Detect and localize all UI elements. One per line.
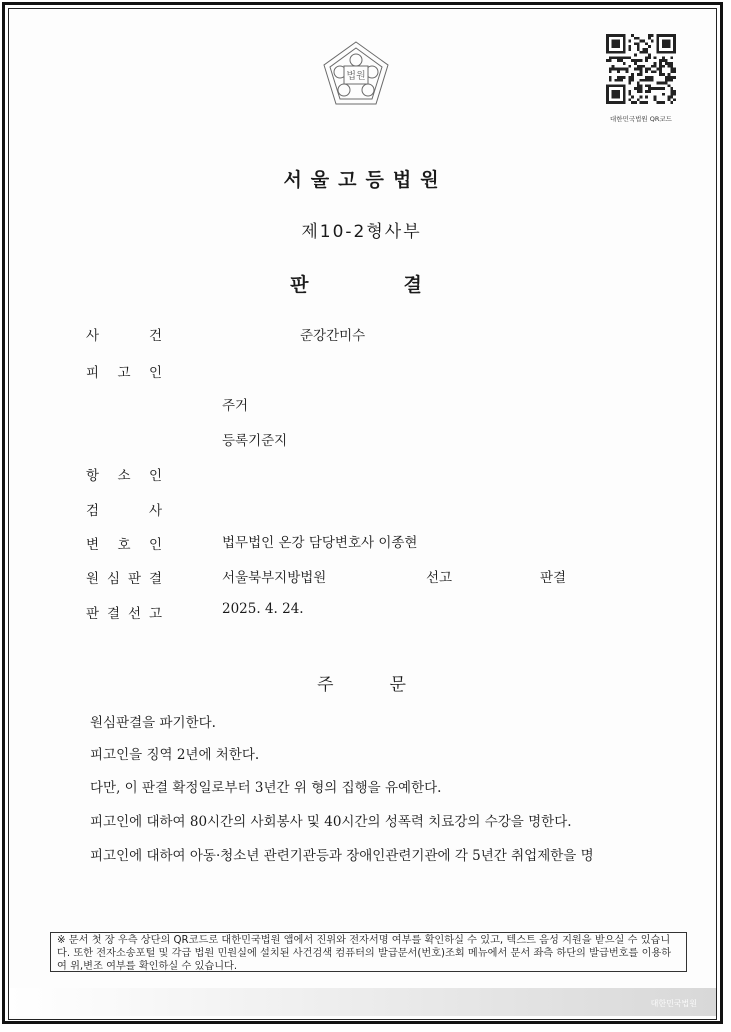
footer-band: [9, 988, 716, 1016]
label-counsel: 변 호 인: [86, 537, 162, 553]
value-original-court: 서울북부지방법원: [222, 570, 327, 586]
label-case: 사 건: [86, 328, 162, 344]
qr-code-icon[interactable]: [606, 34, 676, 104]
label-defendant: 피 고 인: [86, 365, 162, 381]
order-line-5: 피고인에 대하여 아동·청소년 관련기관등과 장애인관련기관에 각 5년간 취업제한을 명: [90, 848, 594, 864]
emblem-text: 법원: [346, 71, 366, 82]
label-original-judgment: 원 심 판 결: [86, 571, 162, 587]
court-emblem: [320, 38, 392, 110]
value-judgment: 판결: [540, 570, 567, 586]
value-counsel: 법무법인 온강 담당변호사 이종현: [222, 535, 418, 551]
order-line-4: 피고인에 대하여 80시간의 사회봉사 및 40시간의 성폭력 치료강의 수강을 명한다.: [90, 814, 572, 830]
footer-watermark: 대한민국법원: [650, 999, 697, 1008]
order-line-3: 다만, 이 판결 확정일로부터 3년간 위 형의 집행을 유예한다.: [90, 780, 442, 796]
value-case: 준강간미수: [300, 328, 366, 344]
label-sentencing-date: 판 결 선 고: [86, 606, 162, 622]
label-registered-base: 등록기준지: [222, 433, 288, 449]
value-sentenced: 선고: [426, 570, 453, 586]
qr-caption: 대한민국법원 QR코드: [610, 115, 672, 123]
verification-notice: ※ 문서 첫 장 우측 상단의 QR코드로 대한민국법원 앱에서 진위와 전자서명 여부를 확인하실 수 있고, 텍스트 음성 지원을 받으실 수 있습니다. 또한 전자소송포털 및 각급 법원 민원실에 설치된 사건검색 컴퓨터의 발급문서(번호)조회 메뉴에서 문서 좌측 하단의 발급번호를 이용하여 위,변조 여부를 확인하실 수 있습니다.: [50, 932, 687, 972]
order-line-1: 원심판결을 파기한다.: [90, 715, 216, 731]
value-sentencing-date: 2025. 4. 24.: [222, 601, 304, 617]
division-name: 제10-2형사부: [301, 222, 422, 242]
order-title: 주문: [317, 675, 462, 695]
order-line-2: 피고인을 징역 2년에 처한다.: [90, 747, 260, 763]
label-address: 주거: [222, 398, 249, 414]
label-appellant: 항 소 인: [86, 468, 162, 484]
court-name: 서울고등법원: [283, 169, 448, 191]
document-title: 판결: [290, 274, 517, 296]
label-prosecutor: 검 사: [86, 503, 162, 519]
